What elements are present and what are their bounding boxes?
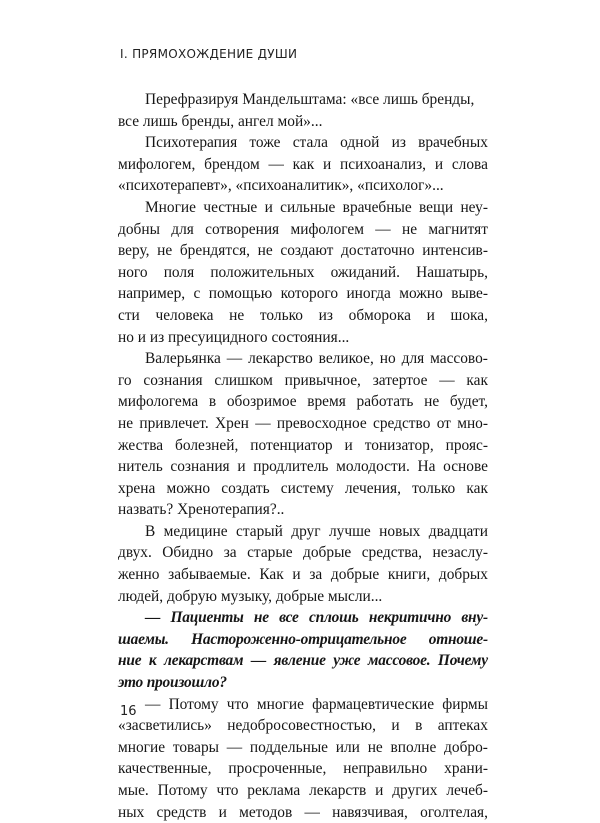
- text-line: жества болезней, потенциатор и тонизатор, прояс-: [118, 436, 488, 454]
- text-line: — Потому что многие фармацевтические фирмы: [145, 695, 488, 713]
- text-line: ного поля положительных ожиданий. Нашатырь,: [118, 263, 488, 281]
- page-number: 16: [120, 704, 137, 719]
- text-line: например, с помощью которого иногда можно выве-: [118, 285, 488, 303]
- text-line: все лишь бренды, ангел мой»...: [118, 112, 323, 130]
- text-line: женно забываемые. Как и за добрые книги, добрых: [118, 566, 488, 584]
- text-line: Валерьянка — лекарство великое, но для массово-: [145, 350, 488, 368]
- text-line: но и из пресуицидного состояния...: [118, 328, 350, 346]
- text-line: ных средств и методов — навязчивая, оголтелая,: [118, 803, 488, 821]
- text-line: мифологем, брендом — как и психоанализ, и слова: [118, 155, 488, 173]
- body-text: [118, 89, 488, 823]
- text-line: Психотерапия тоже стала одной из врачебных: [145, 134, 488, 152]
- text-line: мифологема в обозримое время работать не будет,: [118, 393, 488, 411]
- text-line: назвать? Хренотерапия?..: [118, 501, 285, 519]
- text-line: го сознания слишком привычное, затертое — как: [118, 371, 488, 389]
- text-line: не привлечет. Хрен — превосходное средство от мно-: [118, 414, 488, 432]
- text-line: Многие честные и сильные врачебные вещи неу-: [145, 198, 488, 216]
- text-line: это произошло?: [118, 674, 227, 692]
- text-line: шаемы. Настороженно-отрицательное отноше-: [118, 630, 488, 648]
- text-line: Перефразируя Мандельштама: «все лишь бренды,: [145, 91, 475, 108]
- text-line: веру, не брендятся, не создают достаточно интенсив-: [118, 242, 488, 260]
- text-line: «засветились» недобросовестностью, и в аптеках: [118, 717, 488, 735]
- text-line: добны для сотворения мифологем — не магнитят: [118, 220, 488, 238]
- text-line: — Пациенты не все сплошь некритично вну-: [145, 609, 488, 627]
- text-line: людей, добрую музыку, добрые мысли...: [118, 587, 383, 605]
- text-line: нитель сознания и продлитель молодости. На основе: [118, 458, 488, 476]
- text-line: мые. Потому что реклама лекарств и других лечеб-: [118, 782, 488, 799]
- text-line: хрена можно создать систему лечения, только как: [118, 479, 488, 497]
- text-line: сти человека не только из обморока и шока,: [118, 306, 488, 324]
- text-line: В медицине старый друг лучше новых двадцати: [145, 522, 488, 540]
- text-line: «психотерапевт», «психоаналитик», «психолог»...: [118, 177, 444, 195]
- text-line: ние к лекарствам — явление уже массовое. Почему: [118, 652, 488, 670]
- text-line: двух. Обидно за старые добрые средства, незаслу-: [118, 544, 488, 562]
- running-header: I. ПРЯМОХОЖДЕНИЕ ДУШИ: [120, 47, 298, 61]
- text-line: многие товары — поддельные или не вполне добро-: [118, 738, 488, 756]
- text-line: качественные, просроченные, неправильно храни-: [118, 760, 488, 778]
